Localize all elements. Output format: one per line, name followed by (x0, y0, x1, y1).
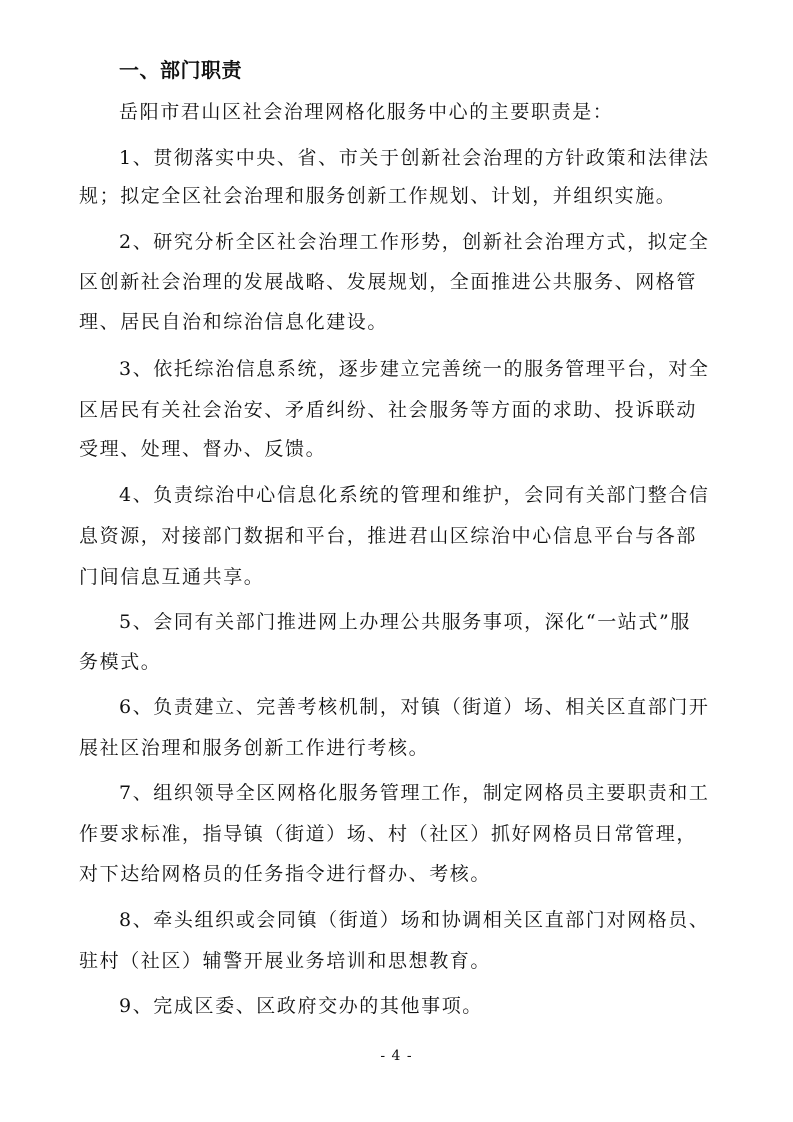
duty-4-line-2: 息资源，对接部门数据和平台，推进君山区综治中心信息平台与各部 (79, 525, 698, 547)
duty-1-line-1: 1、贯彻落实中央、省、市关于创新社会治理的方针政策和法律法 (119, 147, 710, 169)
duty-9-line-1: 9、完成区委、区政府交办的其他事项。 (119, 995, 483, 1017)
duty-8-line-2: 驻村（社区）辅警开展业务培训和思想教育。 (79, 950, 492, 972)
duty-6-line-2: 展社区治理和服务创新工作进行考核。 (79, 737, 430, 759)
intro-line: 岳阳市君山区社会治理网格化服务中心的主要职责是： (119, 101, 614, 123)
duty-1-line-2: 规；拟定全区社会治理和服务创新工作规划、计划，并组织实施。 (79, 185, 677, 207)
duty-3-line-2: 区居民有关社会治安、矛盾纠纷、社会服务等方面的求助、投诉联动 (79, 399, 698, 421)
duty-5-line-2: 务模式。 (79, 651, 162, 673)
duty-7-line-3: 对下达给网格员的任务指令进行督办、考核。 (79, 863, 492, 885)
duty-2-line-2: 区创新社会治理的发展战略、发展规划，全面推进公共服务、网格管 (79, 271, 698, 293)
duty-5-line-1: 5、会同有关部门推进网上办理公共服务事项，深化“一站式”服 (119, 611, 691, 633)
duty-7-line-2: 作要求标准，指导镇（街道）场、村（社区）抓好网格员日常管理， (79, 823, 698, 845)
section-heading: 一、部门职责 (119, 58, 242, 82)
duty-2-line-1: 2、研究分析全区社会治理工作形势，创新社会治理方式，拟定全 (119, 231, 710, 253)
duty-6-line-1: 6、负责建立、完善考核机制，对镇（街道）场、相关区直部门开 (119, 696, 710, 718)
duty-4-line-1: 4、负责综治中心信息化系统的管理和维护，会同有关部门整合信 (119, 484, 710, 506)
duty-7-line-1: 7、组织领导全区网格化服务管理工作，制定网格员主要职责和工 (119, 782, 710, 804)
duty-8-line-1: 8、牵头组织或会同镇（街道）场和协调相关区直部门对网格员、 (119, 909, 710, 931)
duty-3-line-1: 3、依托综治信息系统，逐步建立完善统一的服务管理平台，对全 (119, 358, 710, 380)
duty-4-line-3: 门间信息互通共享。 (79, 566, 265, 588)
page-number: - 4 - (380, 1048, 413, 1064)
duty-2-line-3: 理、居民自治和综治信息化建设。 (79, 311, 389, 333)
duty-3-line-3: 受理、处理、督办、反馈。 (79, 438, 327, 460)
